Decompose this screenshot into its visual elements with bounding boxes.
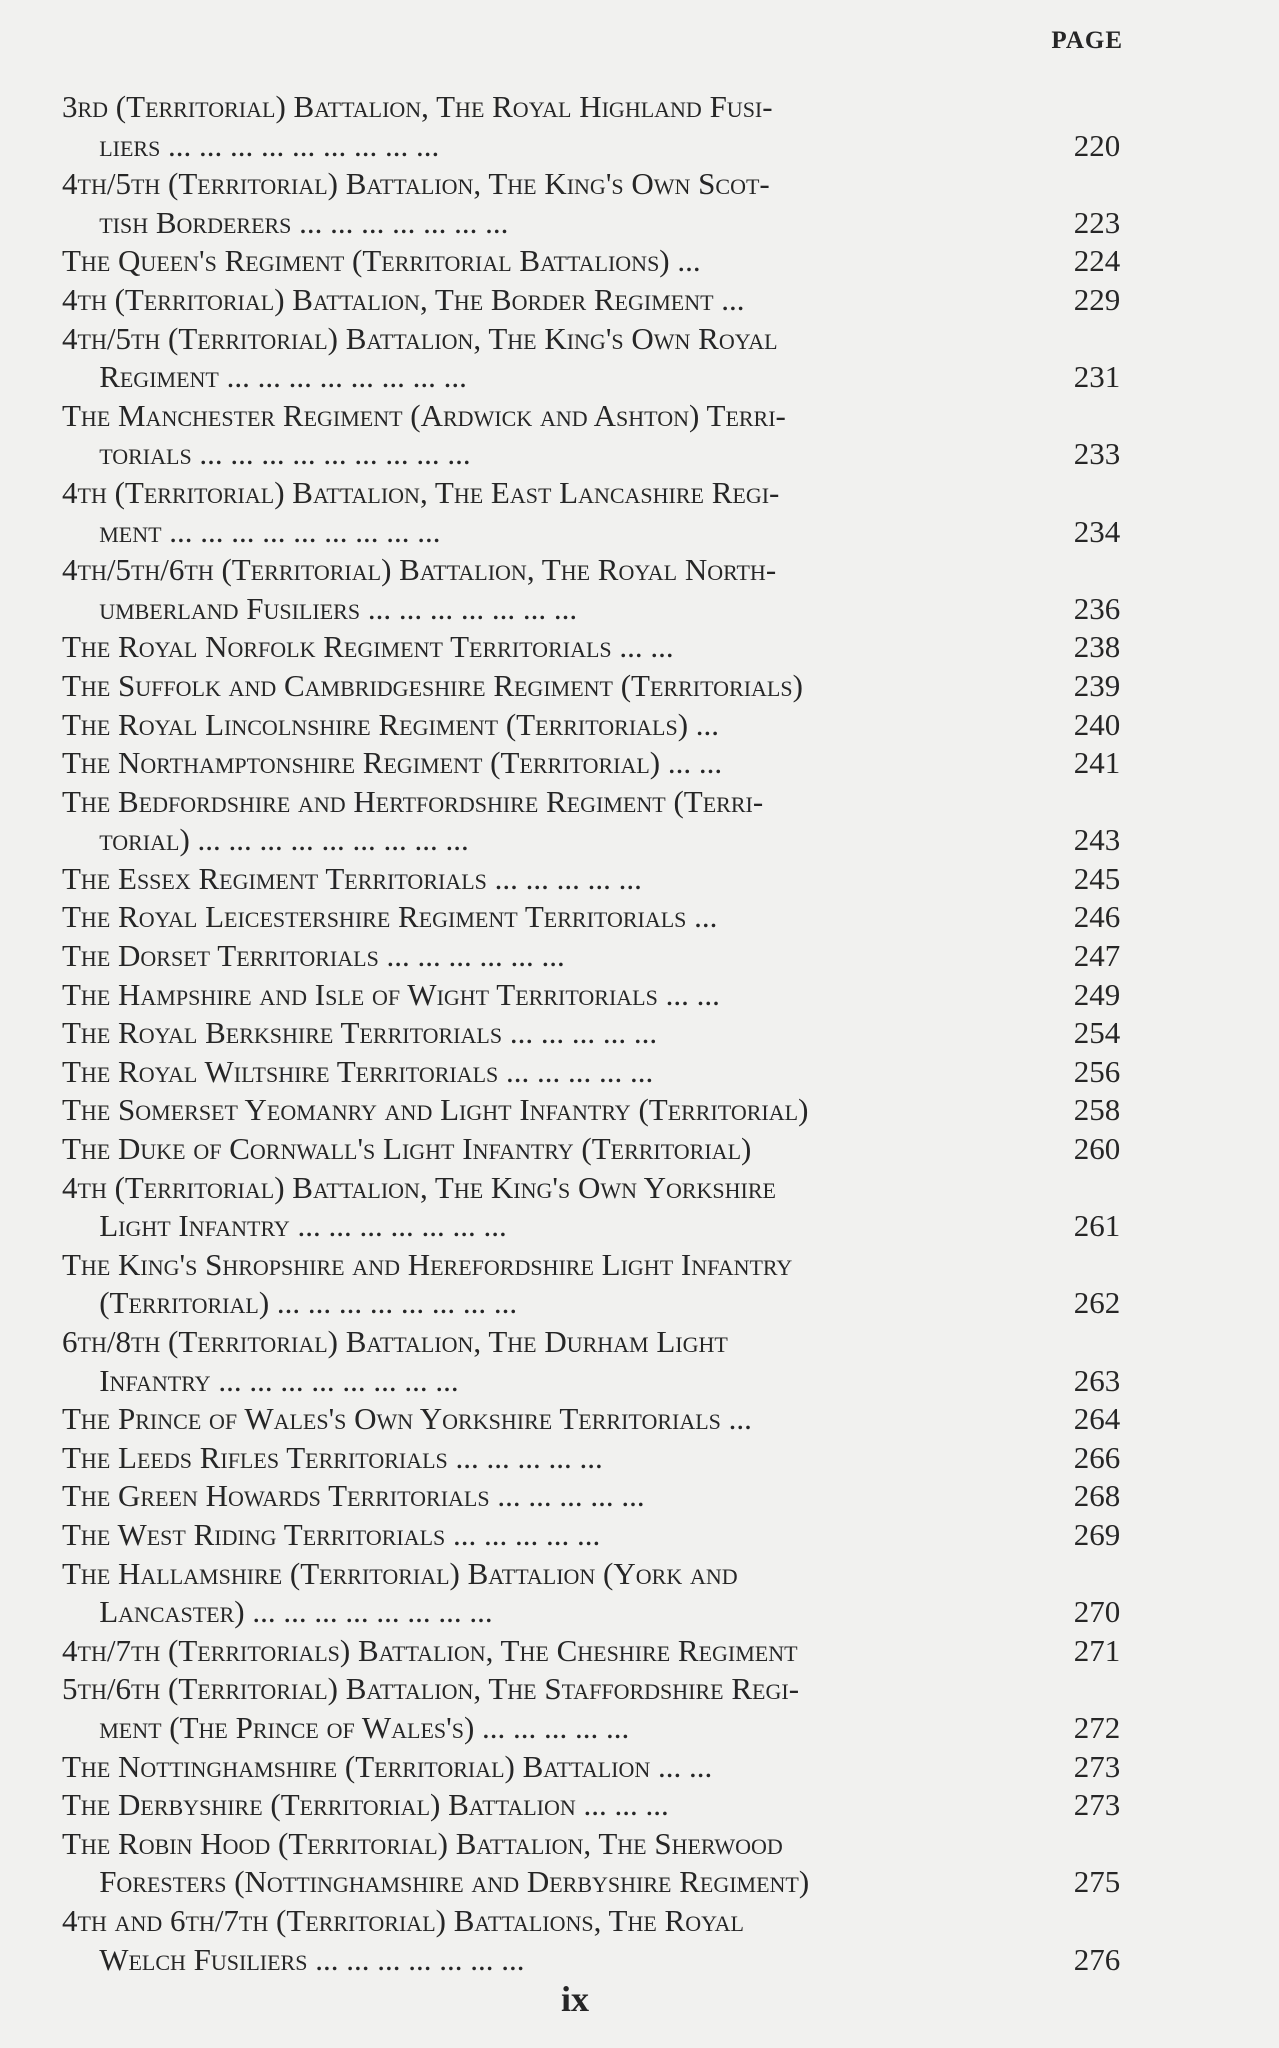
toc-entry-line: tish Borderers ... ... ... ... ... ... ...	[99, 204, 509, 240]
toc-entry	[62, 937, 1152, 976]
toc-entry-title	[62, 474, 1042, 551]
toc-entry	[62, 783, 1152, 860]
toc-entry-page-number: 263	[1073, 1362, 1121, 1398]
toc-entry-page-number: 270	[1073, 1594, 1121, 1630]
toc-entry-page-number: 239	[1073, 667, 1121, 703]
toc-entry-line: Welch Fusiliers ... ... ... ... ... ... ...	[99, 1941, 525, 1977]
toc-entry-title	[62, 1091, 1042, 1130]
toc-entry-line: The Northamptonshire Regiment (Territorial) ... ...	[62, 745, 723, 781]
toc-entry	[62, 706, 1152, 745]
toc-entry	[62, 474, 1152, 551]
toc-entry	[62, 1516, 1152, 1555]
toc-entry	[62, 1825, 1152, 1902]
toc-entry	[62, 976, 1152, 1015]
toc-entry	[62, 1053, 1152, 1092]
toc-entry-title	[62, 898, 1042, 937]
toc-entry-line: torial) ... ... ... ... ... ... ... ... ...	[99, 822, 469, 858]
toc-entry-line: umberland Fusiliers ... ... ... ... ... ... ...	[99, 590, 578, 626]
toc-entry-line: Regiment ... ... ... ... ... ... ... ...	[99, 359, 467, 395]
toc-entry-line: The Dorset Territorials ... ... ... ... ... ...	[62, 938, 565, 974]
toc-entry	[62, 1670, 1152, 1747]
toc-entry-line: 4th (Territorial) Battalion, The Border Regiment ...	[62, 281, 745, 317]
toc-entry-title	[62, 667, 1042, 706]
toc-entry-line: torials ... ... ... ... ... ... ... ... ...	[99, 436, 471, 472]
toc-entry-line: ment ... ... ... ... ... ... ... ... ...	[99, 513, 441, 549]
toc-entry-line: The Green Howards Territorials ... ... ... ... ...	[62, 1478, 645, 1514]
toc-entry-line: The West Riding Territorials ... ... ... ... ...	[62, 1516, 601, 1552]
toc-entry-title	[62, 1246, 1042, 1323]
toc-entry-page-number: 233	[1073, 436, 1121, 472]
toc-entry-title	[62, 937, 1042, 976]
toc-entry-title	[62, 1477, 1042, 1516]
toc-entry	[62, 628, 1152, 667]
toc-entry-page-number: 260	[1073, 1131, 1121, 1167]
toc-entry-page-number: 240	[1073, 706, 1121, 742]
toc-entry-page-number: 271	[1073, 1632, 1121, 1668]
toc-entry-line: 4th (Territorial) Battalion, The King's Own Yorkshire	[62, 1169, 776, 1205]
toc-entry	[62, 1091, 1152, 1130]
toc-entry-line: The Royal Wiltshire Territorials ... ... ... ... ...	[62, 1053, 654, 1089]
toc-entry-title	[62, 1632, 1042, 1671]
toc-entry-title	[62, 1400, 1042, 1439]
toc-entry	[62, 744, 1152, 783]
toc-entry	[62, 1786, 1152, 1825]
toc-entry-line: The Queen's Regiment (Territorial Battalions) ...	[62, 243, 701, 279]
toc-entry-page-number: 269	[1073, 1516, 1121, 1552]
toc-entry-line: The Prince of Wales's Own Yorkshire Territorials ...	[62, 1401, 752, 1437]
toc-entry-line: 4th/7th (Territorials) Battalion, The Cheshire Regiment	[62, 1632, 798, 1668]
toc-entry-title	[62, 1825, 1042, 1902]
toc-entry-title	[62, 165, 1042, 242]
toc-entry-line: The Hallamshire (Territorial) Battalion (York and	[62, 1555, 738, 1591]
toc-entry-page-number: 276	[1073, 1941, 1121, 1977]
toc-entry-title	[62, 1169, 1042, 1246]
toc-entry-line: 6th/8th (Territorial) Battalion, The Durham Light	[62, 1324, 728, 1359]
toc-entry-line: The Royal Berkshire Territorials ... ... ... ... ...	[62, 1015, 658, 1051]
toc-entry-line: The Nottinghamshire (Territorial) Battalion ... ...	[62, 1748, 713, 1784]
toc-entry-line: The Somerset Yeomanry and Light Infantry (Territorial)	[62, 1092, 809, 1128]
toc-entry-line: 4th/5th (Territorial) Battalion, The King's Own Royal	[62, 320, 778, 356]
toc-entry-line: 4th/5th (Territorial) Battalion, The King's Own Scot-	[62, 166, 770, 202]
toc-entry-page-number: 258	[1073, 1092, 1121, 1128]
table-of-contents	[62, 88, 1152, 1979]
toc-entry-line: ment (The Prince of Wales's) ... ... ... ... ...	[99, 1709, 630, 1745]
toc-entry-page-number: 220	[1073, 127, 1121, 163]
toc-entry-page-number: 224	[1073, 243, 1121, 279]
toc-entry-title	[62, 1053, 1042, 1092]
toc-entry	[62, 1477, 1152, 1516]
toc-entry	[62, 1555, 1152, 1632]
toc-entry	[62, 397, 1152, 474]
toc-entry-title	[62, 1323, 1042, 1400]
toc-entry-line: The Essex Regiment Territorials ... ... ... ... ...	[62, 860, 642, 896]
toc-entry-line: The Leeds Rifles Territorials ... ... ... ... ...	[62, 1439, 603, 1475]
toc-entry-line: liers ... ... ... ... ... ... ... ... ...	[99, 127, 440, 163]
toc-entry-line: 4th (Territorial) Battalion, The East Lancashire Regi-	[62, 474, 780, 510]
toc-entry	[62, 165, 1152, 242]
toc-entry-title	[62, 860, 1042, 899]
toc-entry-line: The Bedfordshire and Hertfordshire Regiment (Terri-	[62, 783, 764, 819]
toc-entry-page-number: 275	[1073, 1864, 1121, 1900]
toc-entry-line: (Territorial) ... ... ... ... ... ... ... ...	[99, 1285, 518, 1321]
toc-entry-page-number: 272	[1073, 1709, 1121, 1745]
toc-entry-page-number: 231	[1073, 359, 1121, 395]
toc-entry	[62, 1323, 1152, 1400]
toc-entry-title	[62, 551, 1042, 628]
toc-entry-line: Foresters (Nottinghamshire and Derbyshire Regiment)	[99, 1864, 810, 1900]
toc-entry-page-number: 245	[1073, 860, 1121, 896]
toc-entry	[62, 551, 1152, 628]
toc-entry	[62, 1014, 1152, 1053]
toc-entry-title	[62, 88, 1042, 165]
toc-entry-line: Infantry ... ... ... ... ... ... ... ...	[99, 1362, 459, 1398]
toc-entry-title	[62, 1786, 1042, 1825]
toc-entry-title	[62, 976, 1042, 1015]
toc-entry-page-number: 243	[1073, 822, 1121, 858]
toc-entry-title	[62, 1670, 1042, 1747]
toc-entry-title	[62, 1902, 1042, 1979]
toc-entry	[62, 1246, 1152, 1323]
toc-entry-line: The Manchester Regiment (Ardwick and Ashton) Terri-	[62, 397, 786, 433]
toc-entry-page-number: 261	[1073, 1208, 1121, 1244]
toc-entry-title	[62, 783, 1042, 860]
toc-entry	[62, 1748, 1152, 1787]
toc-entry-page-number: 236	[1073, 590, 1121, 626]
toc-entry	[62, 1130, 1152, 1169]
toc-entry-page-number: 264	[1073, 1401, 1121, 1437]
toc-entry-line: The Suffolk and Cambridgeshire Regiment (Territorials)	[62, 667, 803, 703]
toc-entry-title	[62, 744, 1042, 783]
toc-entry-line: The Royal Norfolk Regiment Territorials ... ...	[62, 629, 674, 665]
toc-entry-page-number: 249	[1073, 976, 1121, 1012]
toc-entry-title	[62, 242, 1042, 281]
toc-entry	[62, 1400, 1152, 1439]
toc-entry	[62, 1632, 1152, 1671]
toc-entry-page-number: 256	[1073, 1053, 1121, 1089]
toc-entry-line: 3rd (Territorial) Battalion, The Royal Highland Fusi-	[62, 89, 773, 124]
toc-entry-line: Lancaster) ... ... ... ... ... ... ... ...	[99, 1594, 493, 1630]
toc-entry-title	[62, 1748, 1042, 1787]
toc-entry	[62, 1902, 1152, 1979]
toc-entry	[62, 88, 1152, 165]
toc-entry-title	[62, 706, 1042, 745]
toc-entry-line: 4th and 6th/7th (Territorial) Battalions, The Royal	[62, 1902, 744, 1938]
toc-entry-page-number: 238	[1073, 629, 1121, 665]
toc-entry-line: The Derbyshire (Territorial) Battalion ... ... ...	[62, 1787, 669, 1823]
toc-entry-page-number: 262	[1073, 1285, 1121, 1321]
toc-entry-page-number: 229	[1073, 281, 1121, 317]
toc-entry-line: The Royal Lincolnshire Regiment (Territorials) ...	[62, 706, 720, 742]
toc-entry-page-number: 273	[1073, 1787, 1121, 1823]
toc-entry-line: The Royal Leicestershire Regiment Territorials ...	[62, 899, 718, 935]
toc-entry	[62, 860, 1152, 899]
toc-entry-title	[62, 1014, 1042, 1053]
toc-entry-line: The Robin Hood (Territorial) Battalion, The Sherwood	[62, 1825, 783, 1861]
toc-entry-title	[62, 397, 1042, 474]
toc-entry-line: 5th/6th (Territorial) Battalion, The Staffordshire Regi-	[62, 1671, 800, 1707]
toc-entry-page-number: 247	[1073, 938, 1121, 974]
toc-entry	[62, 281, 1152, 320]
toc-entry-title	[62, 1130, 1042, 1169]
toc-entry	[62, 242, 1152, 281]
toc-entry-page-number: 241	[1073, 745, 1121, 781]
toc-entry-title	[62, 628, 1042, 667]
toc-entry	[62, 667, 1152, 706]
toc-entry-line: 4th/5th/6th (Territorial) Battalion, The Royal North-	[62, 552, 777, 588]
page-column-heading: PAGE	[1051, 27, 1123, 54]
toc-entry	[62, 320, 1152, 397]
toc-entry-title	[62, 1555, 1042, 1632]
toc-entry-line: The Duke of Cornwall's Light Infantry (Territorial)	[62, 1131, 752, 1167]
toc-entry-title	[62, 320, 1042, 397]
toc-entry-page-number: 268	[1073, 1478, 1121, 1514]
toc-entry-title	[62, 1439, 1042, 1478]
toc-entry-page-number: 254	[1073, 1015, 1121, 1051]
toc-entry-page-number: 273	[1073, 1748, 1121, 1784]
toc-entry-line: Light Infantry ... ... ... ... ... ... ...	[99, 1208, 507, 1244]
toc-entry-title	[62, 1516, 1042, 1555]
toc-entry-line: The Hampshire and Isle of Wight Territorials ... ...	[62, 976, 720, 1012]
page-folio: ix	[560, 1979, 589, 2019]
toc-entry-page-number: 223	[1073, 204, 1121, 240]
toc-entry-page-number: 266	[1073, 1439, 1121, 1475]
toc-entry	[62, 898, 1152, 937]
toc-entry	[62, 1439, 1152, 1478]
toc-entry-page-number: 246	[1073, 899, 1121, 935]
toc-entry	[62, 1169, 1152, 1246]
toc-entry-title	[62, 281, 1042, 320]
toc-entry-line: The King's Shropshire and Herefordshire Light Infantry	[62, 1246, 793, 1282]
toc-entry-page-number: 234	[1073, 513, 1121, 549]
